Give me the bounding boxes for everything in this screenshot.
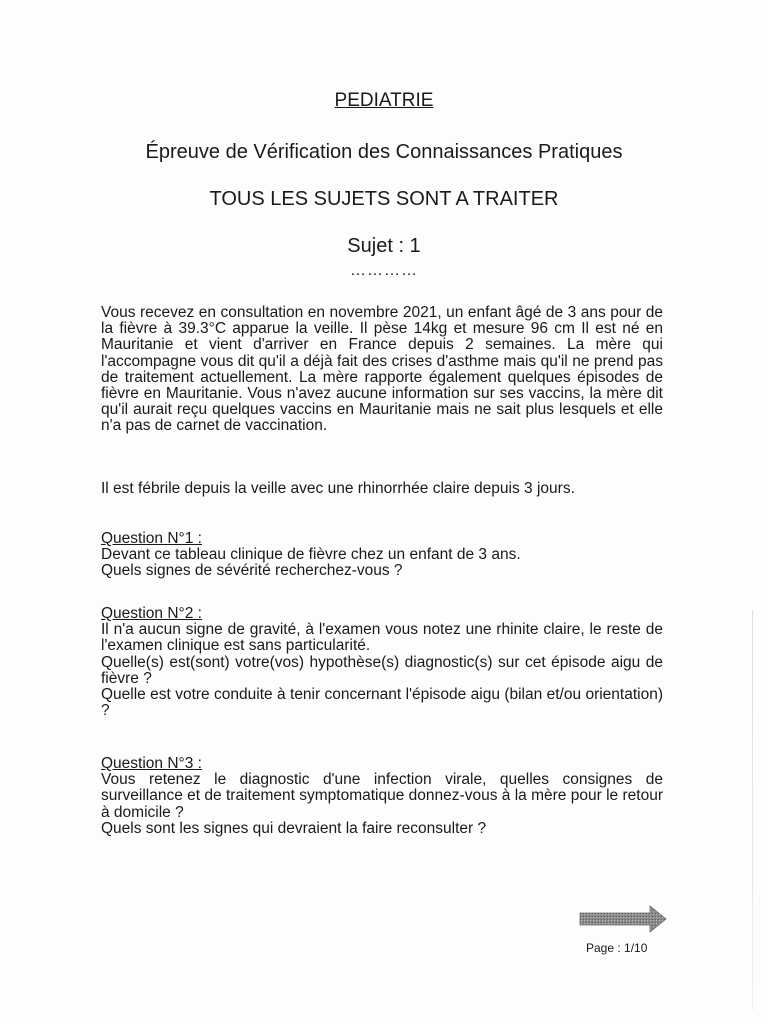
question-label: Question N°2 :: [101, 605, 202, 622]
question-line: Devant ce tableau clinique de fièvre chez un enfant de 3 ans.: [101, 546, 521, 564]
question-line: Il n'a aucun signe de gravité, à l'examen vous notez une rhinite claire, le reste de l'examen clinique est sans particularité.: [101, 621, 663, 655]
question-line: Quelle(s) est(sont) votre(vos) hypothèse(s) diagnostic(s) sur cet épisode aigu de fièvre ?: [101, 653, 663, 687]
subject-number: Sujet : 1: [347, 235, 421, 257]
separator-dots: …………: [350, 262, 418, 279]
case-description: Vous recevez en consultation en novembre 2021, un enfant âgé de 3 ans pour de la fièvre à 39.3°C apparue la veille. Il pèse 14kg et mesure 96 cm Il est né en Mauritanie et vient d'arriver en France depuis 2 semaines. La mère qui l'accompagne vous dit qu'il a déjà fait des crises d'asthme mais qu'il ne prend pas de traitement actuellement. La mère rapporte également quelques épisodes de fièvre en Mauritanie. Vous n'avez aucune information sur ses vaccins, la mère dit qu'il aurait reçu quelques vaccins en Mauritanie mais ne sait plus lesquels et elle n'a pas de carnet de vaccination.: [101, 304, 663, 435]
question-line: Vous retenez le diagnostic d'une infection virale, quelles consignes de surveillance et de traitement symptomatique donnez-vous à la mère pour le retour à domicile ?: [101, 771, 663, 821]
question-line: Quels sont les signes qui devraient la faire reconsulter ?: [101, 819, 487, 837]
question-line: Quelle est votre conduite à tenir concernant l'épisode aigu (bilan et/ou orientation) ?: [101, 686, 663, 720]
case-last-line: Il est fébrile depuis la veille avec une rhinorrhée claire depuis 3 jours.: [101, 480, 575, 497]
instruction-heading: TOUS LES SUJETS SONT A TRAITER: [209, 188, 559, 210]
page-number: Page : 1/10: [586, 941, 648, 955]
page-title: PEDIATRIE: [334, 90, 434, 111]
question-2: [101, 606, 663, 719]
question-label: Question N°3 :: [101, 755, 202, 772]
question-1: [101, 531, 663, 580]
scan-edge-mark: [752, 610, 753, 1010]
exam-subtitle: Épreuve de Vérification des Connaissances Pratiques: [145, 141, 623, 163]
question-label: Question N°1 :: [101, 530, 202, 547]
arrow-right-icon[interactable]: [578, 905, 668, 933]
question-line: Quels signes de sévérité recherchez-vous ?: [101, 562, 403, 580]
question-3: [101, 756, 663, 837]
